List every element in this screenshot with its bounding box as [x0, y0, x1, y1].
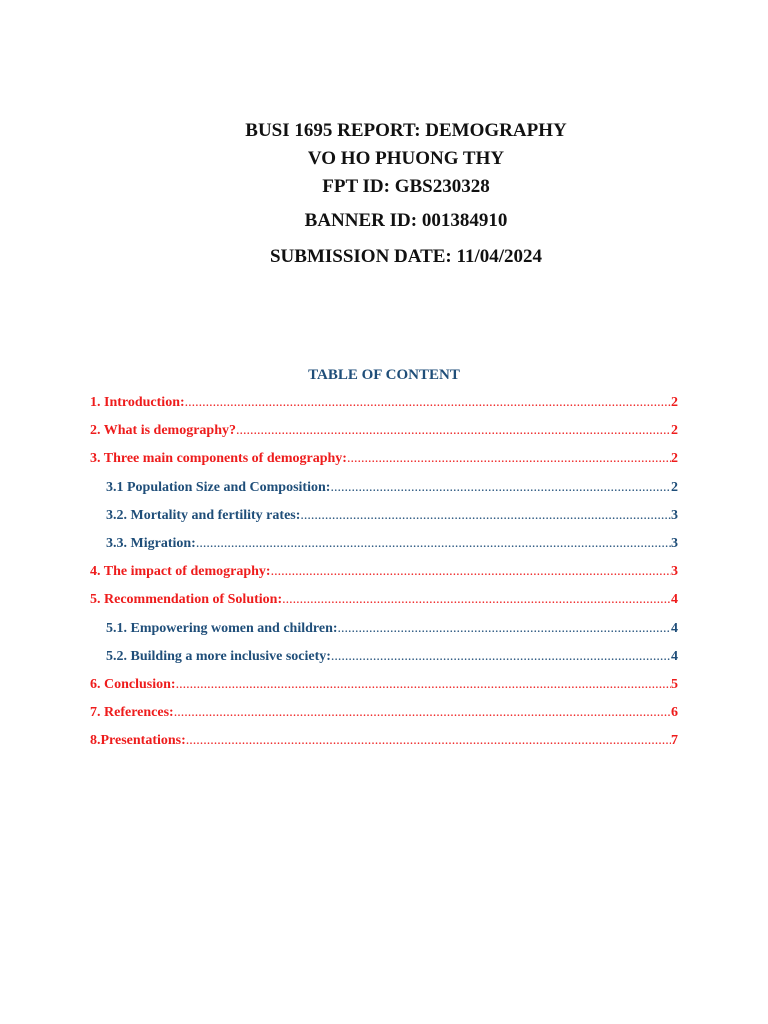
submission-date: SUBMISSION DATE: 11/04/2024 [269, 246, 543, 267]
toc-page-number: 6 [671, 705, 678, 721]
toc-entry-migration[interactable] [90, 534, 678, 562]
cover-header [0, 117, 768, 271]
author-name: VO HO PHUONG THY [307, 148, 505, 169]
banner-id: BANNER ID: 001384910 [304, 210, 508, 231]
toc-page-number: 3 [671, 507, 678, 523]
toc-page-number: 2 [671, 395, 678, 410]
toc-entry-label: 3. Three main components of demography: [90, 451, 347, 467]
dot-leader [196, 534, 671, 554]
toc-entry-label: 5.2. Building a more inclusive society: [106, 648, 331, 664]
toc-entry-label: 7. References: [90, 705, 174, 721]
toc-entry-presentations[interactable] [90, 731, 678, 759]
dot-leader [330, 478, 671, 498]
toc-page-number: 7 [671, 733, 678, 749]
toc-page-number: 4 [671, 620, 678, 636]
toc-page-number: 4 [671, 648, 678, 664]
toc-entry-mortality-fertility[interactable] [90, 506, 678, 534]
toc-page-number: 3 [671, 564, 678, 580]
dot-leader [236, 421, 671, 441]
dot-leader [338, 619, 671, 639]
toc-entry-population-size[interactable] [90, 478, 678, 506]
toc-entry-label: 2. What is demography? [90, 423, 236, 439]
toc-page-number: 4 [671, 592, 678, 608]
toc-entry-label: 3.2. Mortality and fertility rates: [106, 507, 301, 523]
toc-page-number: 2 [671, 451, 678, 467]
dot-leader [185, 393, 671, 413]
toc-entry-label: 8.Presentations: [90, 733, 186, 749]
toc-entry-empowering[interactable] [90, 619, 678, 647]
toc-page-number: 2 [671, 479, 678, 495]
toc-entry-introduction[interactable] [90, 393, 678, 421]
toc-entry-conclusion[interactable] [90, 675, 678, 703]
report-title: BUSI 1695 REPORT: DEMOGRAPHY [245, 120, 567, 141]
toc-entry-inclusive-society[interactable] [90, 647, 678, 675]
toc-entry-three-components[interactable] [90, 449, 678, 477]
toc-page-number: 5 [671, 676, 678, 692]
dot-leader [271, 562, 671, 582]
toc-entry-impact[interactable] [90, 562, 678, 590]
dot-leader [282, 590, 671, 610]
dot-leader [300, 506, 671, 526]
toc-entry-label: 3.3. Migration: [106, 535, 196, 551]
toc-page-number: 3 [671, 535, 678, 551]
dot-leader [176, 675, 671, 695]
fpt-id: FPT ID: GBS230328 [322, 176, 490, 197]
toc-entry-label: 5.1. Empowering women and children: [106, 620, 338, 636]
dot-leader [331, 647, 671, 667]
toc-entry-label: 6. Conclusion: [90, 676, 176, 692]
toc-page-number: 2 [671, 423, 678, 439]
toc-entry-references[interactable] [90, 703, 678, 731]
dot-leader [347, 449, 671, 469]
toc-entry-label: 1. Introduction: [90, 395, 185, 410]
toc-entry-label: 4. The impact of demography: [90, 564, 271, 580]
table-of-contents [90, 393, 678, 759]
toc-entry-label: 3.1 Population Size and Composition: [106, 479, 331, 495]
toc-entry-what-is-demography[interactable] [90, 421, 678, 449]
toc-entry-recommendation[interactable] [90, 590, 678, 618]
toc-entry-label: 5. Recommendation of Solution: [90, 592, 283, 608]
dot-leader [186, 731, 671, 751]
toc-title: TABLE OF CONTENT [308, 367, 460, 383]
dot-leader [174, 703, 671, 723]
